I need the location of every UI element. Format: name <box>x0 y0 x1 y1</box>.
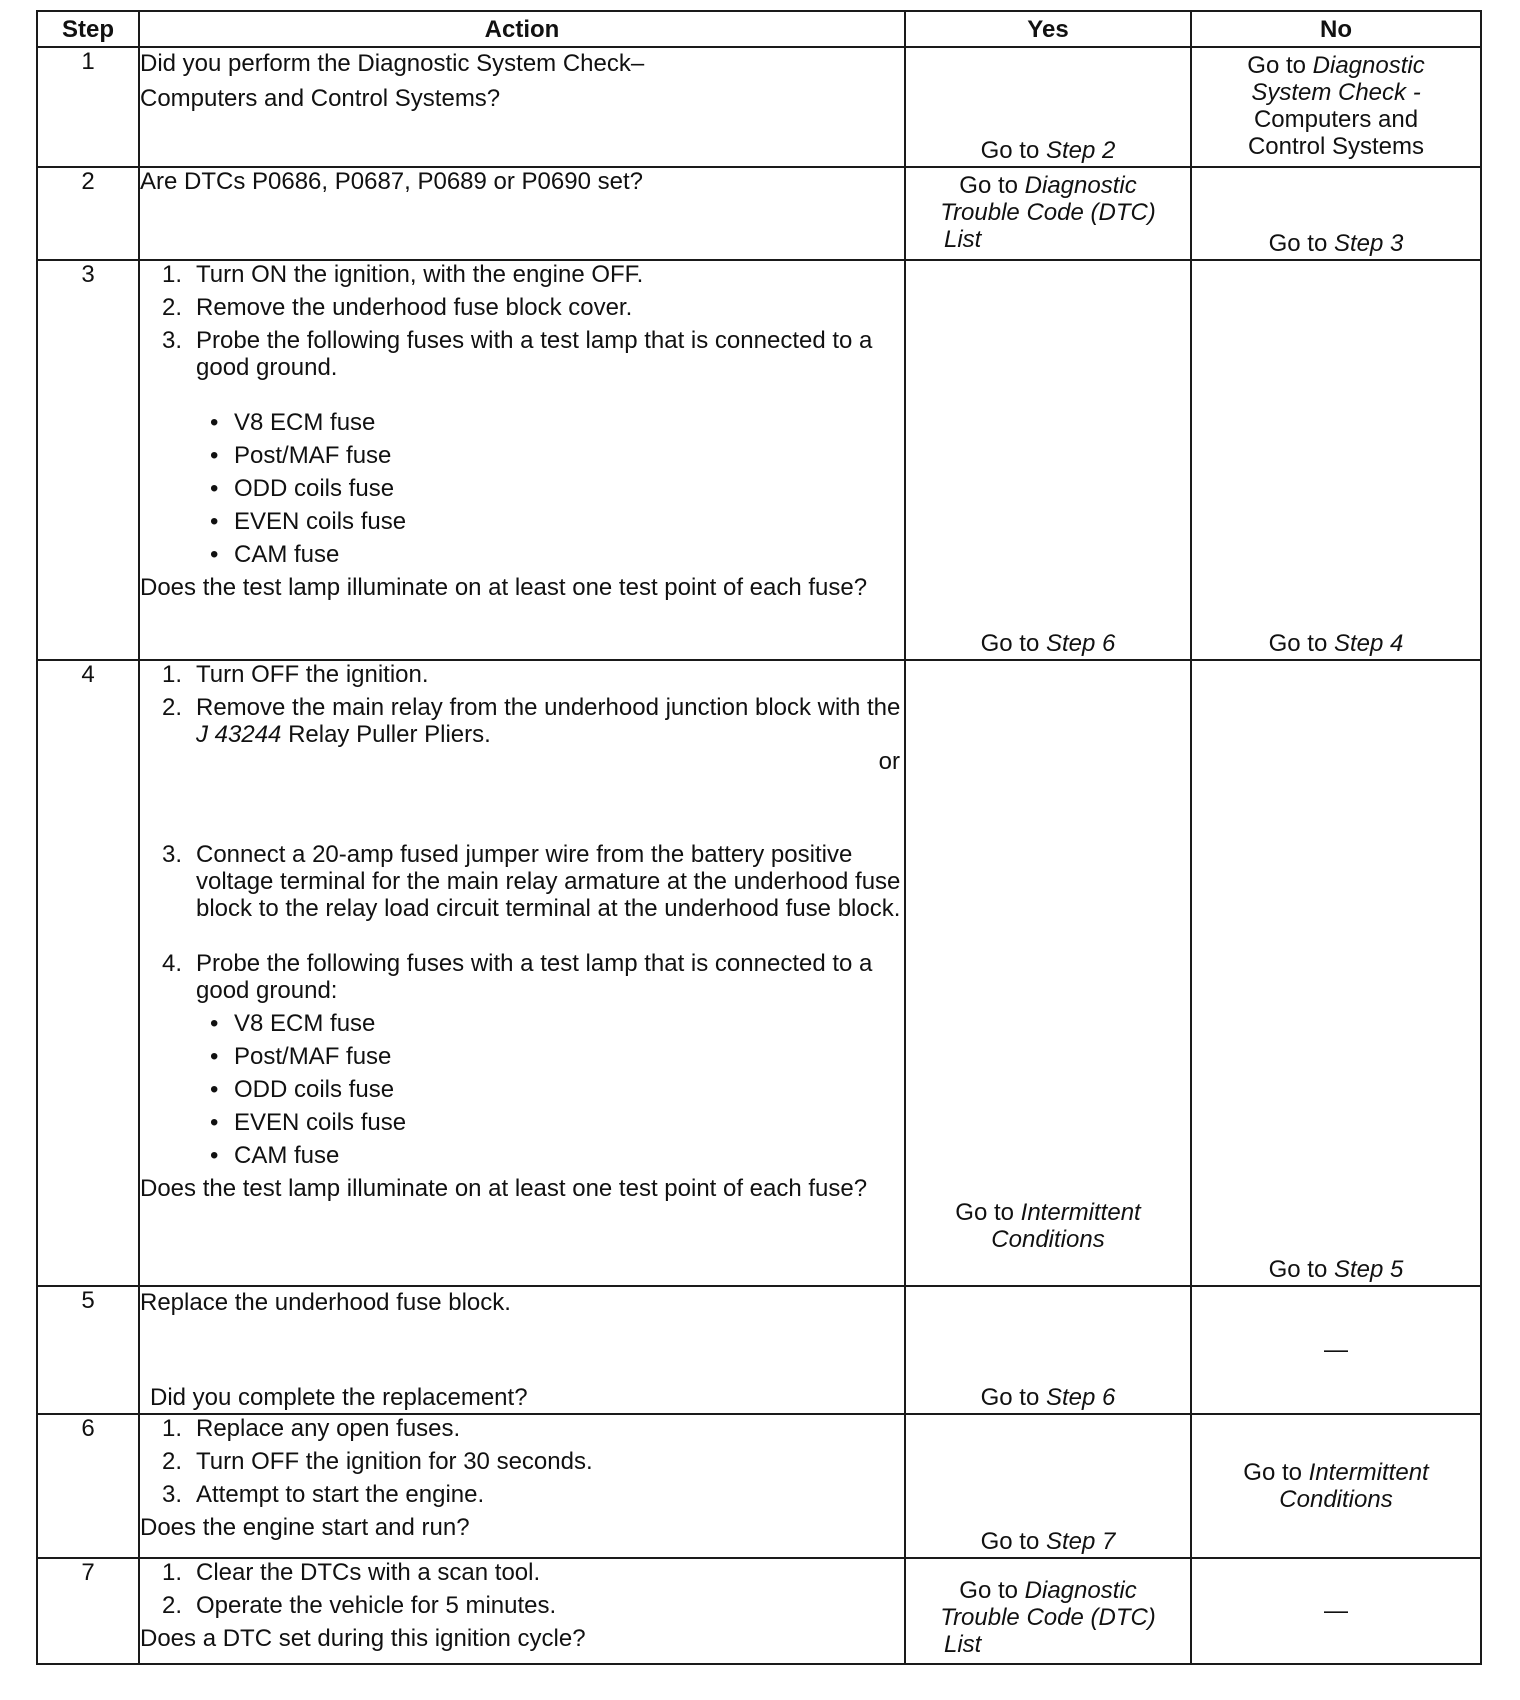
yes-cell <box>905 660 1191 1286</box>
no-result: Go to Step 3 <box>1268 230 1404 257</box>
table-row <box>37 47 1481 167</box>
header-action: Action <box>139 11 905 47</box>
no-cell <box>1191 1558 1481 1664</box>
yes-cell <box>905 1414 1191 1558</box>
action-question: Did you perform the Diagnostic System Check– <box>140 50 645 77</box>
fuse-bullet: • V8 ECM fuse <box>210 409 376 436</box>
action-cell <box>139 1558 905 1664</box>
yes-result: Go to Diagnostic Trouble Code (DTC) List <box>940 1577 1156 1658</box>
numbered-step: 3. Attempt to start the engine. <box>162 1481 485 1508</box>
no-cell <box>1191 1286 1481 1414</box>
fuse-bullet: • ODD coils fuse <box>210 475 395 502</box>
yes-cell <box>905 1558 1191 1664</box>
no-result: Go to Step 4 <box>1268 630 1404 657</box>
action-question: Does a DTC set during this ignition cycle? <box>140 1625 586 1652</box>
yes-result: Go to Step 7 <box>980 1528 1116 1555</box>
numbered-step: 2. Remove the main relay from the underhood junction block with the J 43244 Relay Puller Pliers. <box>162 694 901 748</box>
yes-cell <box>905 260 1191 660</box>
no-result: Go to Intermittent Conditions <box>1243 1459 1429 1513</box>
yes-result: Go to Step 6 <box>980 1384 1116 1411</box>
no-result: — <box>1324 1597 1348 1625</box>
fuse-bullet: • EVEN coils fuse <box>210 508 407 535</box>
fuse-bullet: • V8 ECM fuse <box>210 1010 376 1037</box>
no-cell <box>1191 260 1481 660</box>
action-cell <box>139 47 905 167</box>
action-cell <box>139 260 905 660</box>
numbered-step: 2. Turn OFF the ignition for 30 seconds. <box>162 1448 593 1475</box>
no-cell <box>1191 1414 1481 1558</box>
fuse-bullet: • ODD coils fuse <box>210 1076 395 1103</box>
fuse-bullet: • CAM fuse <box>210 1142 340 1169</box>
step-number: 4 <box>37 660 139 1286</box>
yes-cell <box>905 1286 1191 1414</box>
numbered-step: 4. Probe the following fuses with a test lamp that is connected to a good ground: <box>162 950 873 1004</box>
diagnostic-table <box>36 10 1482 1665</box>
no-result: — <box>1324 1336 1348 1364</box>
action-question: Does the engine start and run? <box>140 1514 470 1541</box>
no-cell <box>1191 167 1481 260</box>
numbered-step: 1. Replace any open fuses. <box>162 1415 461 1442</box>
step-number: 7 <box>37 1558 139 1664</box>
step-number: 1 <box>37 47 139 167</box>
yes-result: Go to Diagnostic Trouble Code (DTC) List <box>940 172 1156 253</box>
action-question: Does the test lamp illuminate on at least one test point of each fuse? <box>140 574 868 601</box>
yes-result: Go to Step 2 <box>980 137 1116 164</box>
table-row <box>37 167 1481 260</box>
action-cell <box>139 167 905 260</box>
fuse-bullet: • Post/MAF fuse <box>210 442 392 469</box>
yes-result: Go to Step 6 <box>980 630 1116 657</box>
yes-cell <box>905 47 1191 167</box>
action-question: Does the test lamp illuminate on at least one test point of each fuse? <box>140 1175 868 1202</box>
step-number: 2 <box>37 167 139 260</box>
step-number: 5 <box>37 1286 139 1414</box>
fuse-bullet: • CAM fuse <box>210 541 340 568</box>
no-cell <box>1191 660 1481 1286</box>
table-row <box>37 1286 1481 1414</box>
numbered-step: 1. Turn OFF the ignition. <box>162 661 429 688</box>
action-question: Computers and Control Systems? <box>140 85 501 112</box>
numbered-step: 3. Connect a 20-amp fused jumper wire from the battery positive voltage terminal for the main relay armature at the underhood fuse block to the relay load circuit terminal at the underhood fuse block. <box>162 841 901 922</box>
step-number: 6 <box>37 1414 139 1558</box>
action-question: Did you complete the replacement? <box>150 1384 528 1411</box>
action-question: Are DTCs P0686, P0687, P0689 or P0690 set? <box>140 168 643 195</box>
table-row <box>37 1414 1481 1558</box>
header-step: Step <box>37 11 139 47</box>
table-row <box>37 660 1481 1286</box>
action-cell <box>139 1286 905 1414</box>
numbered-step: 1. Turn ON the ignition, with the engine OFF. <box>162 261 644 288</box>
or-separator: or <box>878 748 900 775</box>
numbered-step: 1. Clear the DTCs with a scan tool. <box>162 1559 541 1586</box>
no-result: Go to Diagnostic System Check - Computers and Control Systems <box>1247 52 1425 160</box>
yes-result: Go to Intermittent Conditions <box>955 1199 1141 1253</box>
numbered-step: 2. Operate the vehicle for 5 minutes. <box>162 1592 557 1619</box>
diagnostic-table-sheet <box>36 10 1480 1665</box>
numbered-step: 2. Remove the underhood fuse block cover. <box>162 294 633 321</box>
numbered-step: 3. Probe the following fuses with a test lamp that is connected to a good ground. <box>162 327 873 381</box>
action-instruction: Replace the underhood fuse block. <box>140 1289 511 1316</box>
yes-cell <box>905 167 1191 260</box>
action-cell <box>139 660 905 1286</box>
no-cell <box>1191 47 1481 167</box>
header-no: No <box>1191 11 1481 47</box>
action-cell <box>139 1414 905 1558</box>
no-result: Go to Step 5 <box>1268 1256 1404 1283</box>
table-row <box>37 1558 1481 1664</box>
table-row <box>37 260 1481 660</box>
step-number: 3 <box>37 260 139 660</box>
table-header-row <box>37 11 1481 47</box>
fuse-bullet: • EVEN coils fuse <box>210 1109 407 1136</box>
header-yes: Yes <box>905 11 1191 47</box>
fuse-bullet: • Post/MAF fuse <box>210 1043 392 1070</box>
